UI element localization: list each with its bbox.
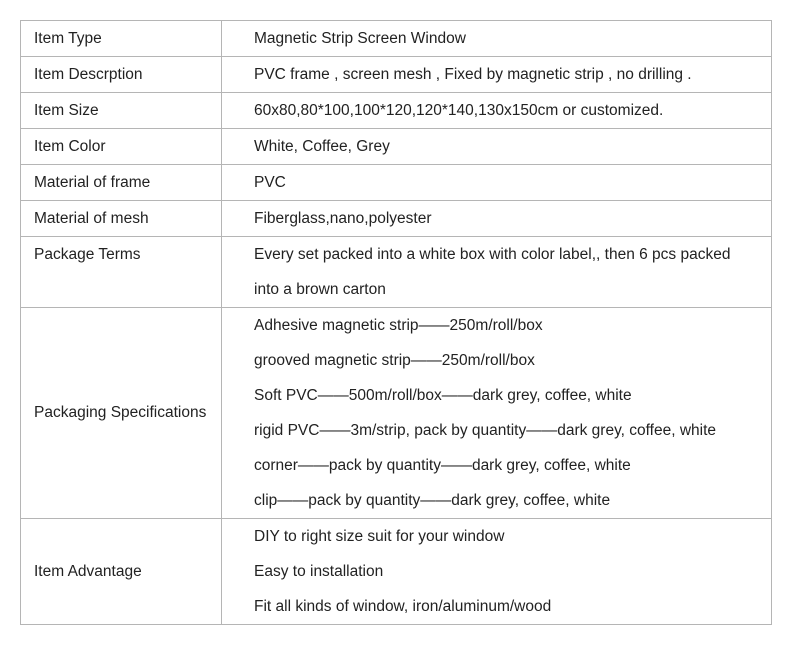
- table-row: [21, 519, 772, 625]
- table-row: [21, 201, 772, 237]
- value-line: grooved magnetic strip——250m/roll/box: [254, 352, 535, 369]
- value-line: Magnetic Strip Screen Window: [254, 30, 466, 47]
- row-value: [222, 129, 772, 165]
- value-line: into a brown carton: [254, 281, 386, 298]
- value-line: Adhesive magnetic strip——250m/roll/box: [254, 317, 543, 334]
- row-value: [222, 237, 772, 308]
- row-label: Item Color: [21, 129, 222, 165]
- table-row: [21, 21, 772, 57]
- row-value: [222, 308, 772, 519]
- value-line: DIY to right size suit for your window: [254, 528, 505, 545]
- row-value: [222, 519, 772, 625]
- row-value: [222, 201, 772, 237]
- row-value: [222, 21, 772, 57]
- value-line: Soft PVC——500m/roll/box——dark grey, coffee, white: [254, 387, 632, 404]
- value-line: PVC: [254, 174, 286, 191]
- row-label: Item Type: [21, 21, 222, 57]
- value-line: White, Coffee, Grey: [254, 138, 390, 155]
- row-label: [21, 237, 222, 308]
- row-value: [222, 165, 772, 201]
- row-label: Material of frame: [21, 165, 222, 201]
- table-row: [21, 165, 772, 201]
- product-spec-table: [20, 20, 772, 625]
- value-line: corner——pack by quantity——dark grey, coffee, white: [254, 457, 631, 474]
- value-line: rigid PVC——3m/strip, pack by quantity——dark grey, coffee, white: [254, 422, 717, 439]
- row-label: Material of mesh: [21, 201, 222, 237]
- value-line: clip——pack by quantity——dark grey, coffee, white: [254, 492, 611, 509]
- row-value: [222, 57, 772, 93]
- row-label: Item Descrption: [21, 57, 222, 93]
- row-label: Item Size: [21, 93, 222, 129]
- table-row: [21, 93, 772, 129]
- value-line: Easy to installation: [254, 563, 384, 580]
- value-line: PVC frame , screen mesh , Fixed by magnetic strip , no drilling .: [254, 66, 692, 83]
- row-label: Packaging Specifications: [21, 308, 222, 519]
- spec-table-body: [21, 21, 772, 625]
- value-line: Every set packed into a white box with color label,, then 6 pcs packed: [254, 246, 731, 263]
- value-line: Fiberglass,nano,polyester: [254, 210, 432, 227]
- row-value: [222, 93, 772, 129]
- table-row: [21, 129, 772, 165]
- table-row: [21, 237, 772, 308]
- row-label-line: Package Terms: [34, 246, 141, 263]
- row-label: Item Advantage: [21, 519, 222, 625]
- table-row: [21, 57, 772, 93]
- value-line: Fit all kinds of window, iron/aluminum/wood: [254, 598, 552, 615]
- table-row: [21, 308, 772, 519]
- value-line: 60x80,80*100,100*120,120*140,130x150cm or customized.: [254, 102, 664, 119]
